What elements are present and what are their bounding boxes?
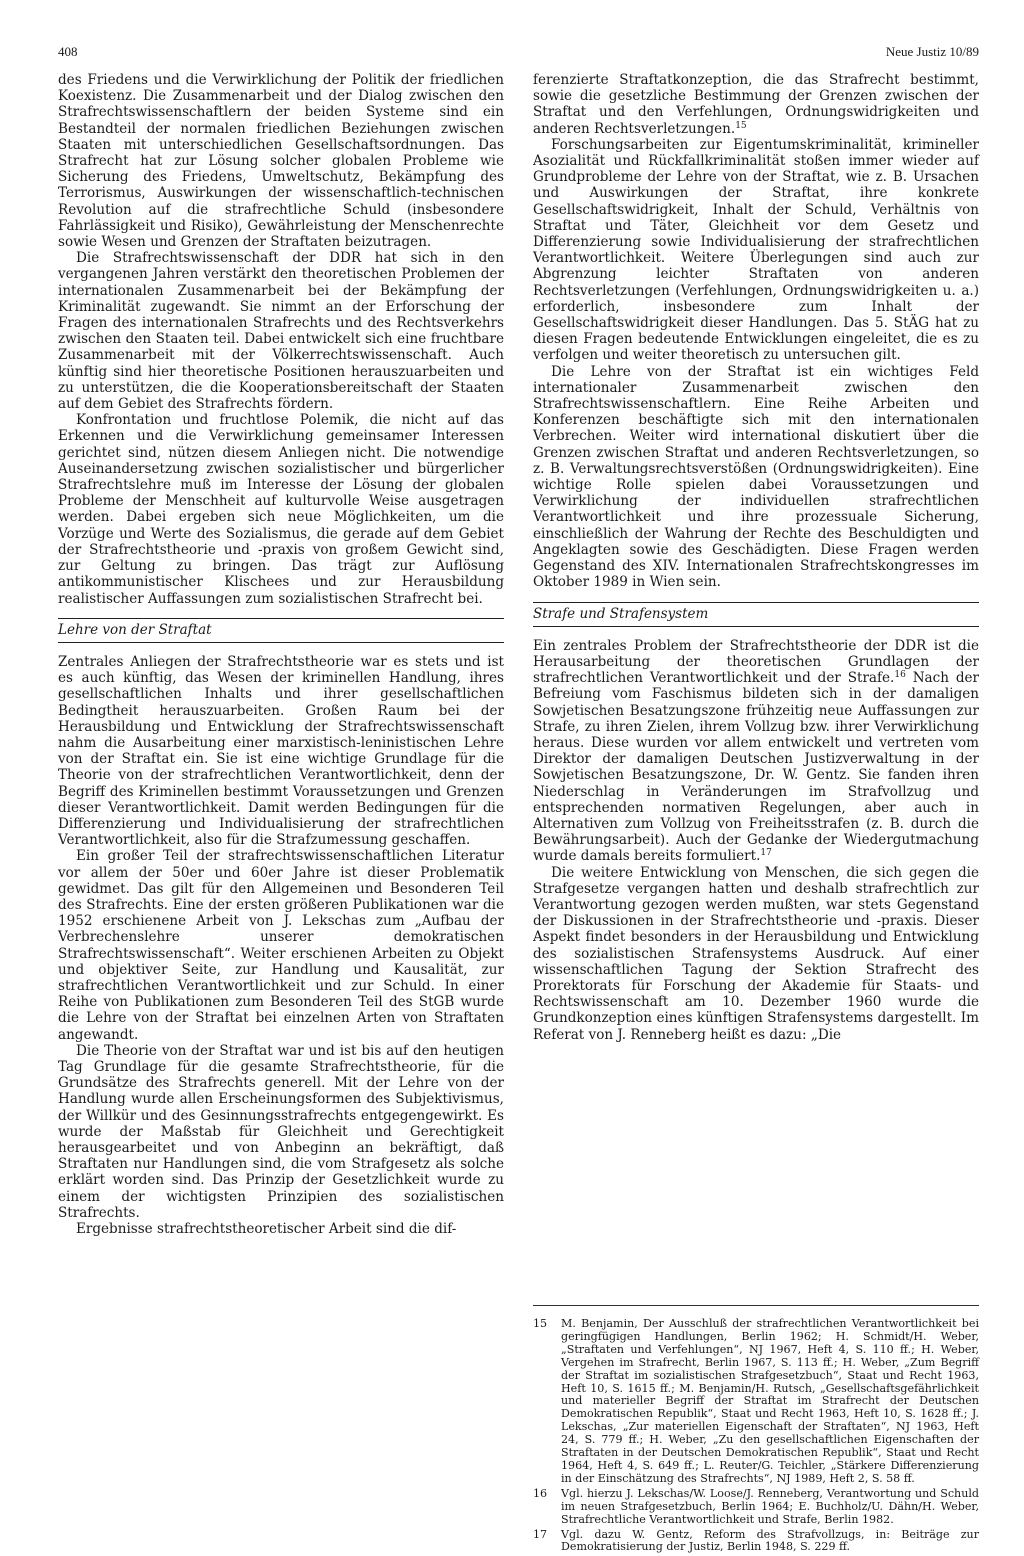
footnote-divider xyxy=(533,1305,979,1306)
journal-title: Neue Justiz 10/89 xyxy=(885,44,979,59)
left-column xyxy=(58,72,504,1237)
footnote-ref: 17 xyxy=(760,848,772,859)
paragraph: Konfrontation und fruchtlose Polemik, die nicht auf das Erkennen und die Verwirklichung gemeinsamer Interessen gerichtet sind, nützen diesem Anliegen nicht. Die notwendige Auseinandersetzung zwischen sozialistischer und bürgerlicher Strafrechtslehre muß im Interesse der Lösung der globalen Probleme der Menschheit auf kulturvolle Weise ausgetragen werden. Dabei ergeben sich neue Möglichkeiten, um die Vorzüge und Werte des Sozialismus, die gerade auf dem Gebiet der Strafrechtstheorie und -praxis von großem Gewicht sind, zur Geltung zu bringen. Das trägt zur Auflösung antikommunistischer Klischees und zur Herausbildung realistischer Auffassungen zum sozialistischen Strafrecht bei. xyxy=(58,412,504,607)
paragraph: Die Lehre von der Straftat ist ein wichtiges Feld internationaler Zusammenarbeit zwischen den Strafrechtswissenschaftlern. Eine Reihe Arbeiten und Konferenzen beschäftigte sich mit den internationalen Verbrechen. Weiter wird international diskutiert über die Grenzen zwischen Straftat und anderen Rechtsverletzungen, so z. B. Verwaltungsrechtsverstößen (Ordnungswidrigkeiten). Eine wichtige Rolle spielen dabei Voraussetzungen und Verwirklichung der individuellen strafrechtlichen Verantwortlichkeit und ihre prozessuale Sicherung, einschließlich der Wahrung der Rechte des Beschuldigten und Angeklagten sowie des Geschädigten. Diese Fragen werden Gegenstand des XIV. Internationalen Strafrechtskongresses im Oktober 1989 in Wien sein. xyxy=(533,363,979,591)
footnote-text: M. Benjamin, Der Ausschluß der strafrechtlichen Verantwortlichkeit bei geringfügigen Handlungen, Berlin 1962; H. Schmidt/H. Weber, „Straftaten und Verfehlungen“, NJ 1967, Heft 4, S. 110 ff.; H. Weber, Vergehen im Strafrecht, Berlin 1967, S. 113 ff.; H. Weber, „Zum Begriff der Straftat im sozialistischen Strafgesetzbuch“, Staat und Recht 1963, Heft 10, S. 1615 ff.; M. Benjamin/H. Rutsch, „Gesellschaftsgefährlichkeit und materieller Begriff der Straftat im Strafrecht der Deutschen Demokratischen Republik“, Staat und Recht 1963, Heft 10, S. 1628 ff.; J. Lekschas, „Zur materiellen Eigenschaft der Straftaten“, NJ 1963, Heft 24, S. 779 ff.; H. Weber, „Zu den gesellschaftlichen Eigenschaften der Straftaten in der Deutschen Demokratischen Republik“, Staat und Recht 1964, Heft 4, S. 649 ff.; L. Reuter/G. Teichler, „Stärkere Differenzierung in der Einschätzung des Strafrechts“, NJ 1989, Heft 2, S. 58 ff. xyxy=(561,1317,979,1485)
footnote-text: Vgl. dazu W. Gentz, Reform des Strafvollzugs, in: Beiträge zur Demokratisierung der Justiz, Berlin 1948, S. 229 ff. xyxy=(561,1527,979,1554)
paragraph: Ergebnisse strafrechtstheoretischer Arbeit sind die dif- xyxy=(76,1221,457,1238)
footnote-number: 17 xyxy=(533,1527,548,1541)
right-column xyxy=(533,72,979,1043)
page-number: 408 xyxy=(58,44,78,59)
footnote xyxy=(533,1488,979,1527)
section-heading: Strafe und Strafensystem xyxy=(533,602,979,627)
paragraph-text: Ein zentrales Problem der Strafrechtstheorie der DDR ist die Herausarbeitung der theoretischen Grundlagen der strafrechtlichen Verantwortlichkeit und der Strafe. xyxy=(533,637,979,687)
footnote-ref: 15 xyxy=(735,120,747,131)
page-header xyxy=(58,44,979,66)
paragraph: Ein großer Teil der strafrechtswissenschaftlichen Literatur vor allem der 50er und 60er Jahre ist dieser Problematik gewidmet. Das gilt für den Allgemeinen und Besonderen Teil des Strafrechts. Eine der ersten größeren Publikationen war die 1952 erschienene Arbeit von J. Lekschas zum „Aufbau der Verbrechenslehre unserer demokratischen Strafrechtswissenschaft“. Weiter erschienen Arbeiten zu Objekt und objektiver Seite, zur Handlung und Kausalität, zur strafrechtlichen Verantwortlichkeit und zur Schuld. In einer Reihe von Publikationen zum Besonderen Teil des StGB wurde die Lehre von der Straftat bei einzelnen Arten von Straftaten angewandt. xyxy=(58,848,504,1043)
footnote xyxy=(533,1529,979,1555)
paragraph: Die Strafrechtswissenschaft der DDR hat sich in den vergangenen Jahren verstärkt den theoretischen Problemen der internationalen Zusammenarbeit bei der Bekämpfung der Kriminalität zugewandt. Sie nimmt an der Erforschung der Fragen des internationalen Strafrechts und des Rechtsverkehrs zwischen den Staaten teil. Dabei entwickelt sich eine fruchtbare Zusammenarbeit mit der Völkerrechtswissenschaft. Auch künftig sind hier theoretische Positionen herauszuarbeiten und zu unterstützen, die die Kooperationsbereitschaft der Staaten auf dem Gebiet des Strafrechts fördern. xyxy=(58,250,504,413)
paragraph xyxy=(533,72,979,137)
paragraph: Die Theorie von der Straftat war und ist bis auf den heutigen Tag Grundlage für die gesamte Strafrechtstheorie, für die Grundsätze des Strafrechts generell. Mit der Lehre von der Handlung wurde allen Erscheinungsformen des Subjektivismus, der Willkür und des Gesinnungsstrafrechts entgegengewirkt. Es wurde der Maßstab für Gleichheit und Gerechtigkeit herausgearbeitet und von Anbeginn an bekräftigt, daß Straftaten nur Handlungen sind, die vom Strafgesetz als solche erklärt worden sind. Das Prinzip der Gesetzlichkeit wurde zu einem der wichtigsten Prinzipien des sozialistischen Strafrechts. xyxy=(58,1042,504,1221)
section-heading: Lehre von der Straftat xyxy=(58,618,504,643)
footnote xyxy=(533,1318,979,1486)
paragraph: Die weitere Entwicklung von Menschen, die sich gegen die Strafgesetze vergangen hatten und deshalb strafrechtlich zur Verantwortung gezogen werden mußten, war stets Gegenstand der Diskussionen in der Strafrechtstheorie und -praxis. Dieser Aspekt findet besonders in der Herausbildung und Entwicklung des sozialistischen Strafensystems Ausdruck. Auf einer wissenschaftlichen Tagung der Sektion Strafrecht des Prorektorats für Forschung der Akademie für Staats- und Rechtswissenschaft am 10. Dezember 1960 wurde die Grundkonzeption eines künftigen Strafensystems dargestellt. Im Referat von J. Renneberg heißt es dazu: „Die xyxy=(533,864,979,1043)
footnote-number: 15 xyxy=(533,1317,548,1330)
paragraph: Forschungsarbeiten zur Eigentumskriminalität, krimineller Asozialität und Rückfallkriminalität stoßen immer wieder auf Grundprobleme der Lehre von der Straftat, wie z. B. Ursachen und Auswirkungen der Straftat, ihre konkrete Gesellschaftswidrigkeit, Inhalt der Schuld, Verhältnis von Straftat und Täter, Gleichheit vor dem Gesetz und Differenzierung sowie Individualisierung der strafrechtlichen Verantwortlichkeit. Weitere Überlegungen sind auch zur Abgrenzung leichter Straftaten von anderen Rechtsverletzungen (Verfehlungen, Ordnungswidrigkeiten u. a.) erforderlich, insbesondere zum Inhalt der Gesellschaftswidrigkeit dieser Handlungen. Das 5. StÄG hat zu diesen Fragen bedeutende Entwicklungen eingeleitet, die es zu verfolgen und weiter theoretisch zu untersuchen gilt. xyxy=(533,136,979,364)
paragraph-text: ferenzierte Straftatkonzeption, die das Strafrecht bestimmt, sowie die gesetzliche Bestimmung der Grenzen zwischen der Straftat und den Verfehlungen, Ordnungswidrigkeiten und anderen Rechtsverletzungen. xyxy=(533,72,979,137)
paragraph xyxy=(533,638,979,865)
footnote-text: Vgl. hierzu J. Lekschas/W. Loose/J. Renneberg, Verantwortung und Schuld im neuen Strafgesetzbuch, Berlin 1964; E. Buchholz/U. Dähn/H. Weber, Strafrechtliche Verantwortlichkeit und Strafe, Berlin 1982. xyxy=(561,1486,979,1526)
footnotes xyxy=(533,1318,979,1556)
paragraph-text: Nach der Befreiung vom Faschismus bildeten sich in der damaligen Sowjetischen Besatzungszone frühzeitig neue Auffassungen zur Strafe, zu ihren Zielen, ihrem Vollzug bzw. ihrer Verwirklichung heraus. Diese wurden vor allem entwickelt und vertreten vom Direktor der damaligen Deutschen Justizverwaltung in der Sowjetischen Besatzungszone, Dr. W. Gentz. Sie fanden ihren Niederschlag in Veränderungen im Strafvollzug und entsprechenden normativen Regelungen, aber auch in Alternativen zum Vollzug von Freiheitsstrafen (z. B. durch die Bewährungsarbeit). Auch der Gedanke der Wiedergutmachung wurde damals bereits formuliert. xyxy=(533,670,979,865)
footnote-number: 16 xyxy=(533,1486,548,1500)
paragraph: des Friedens und die Verwirklichung der Politik der friedlichen Koexistenz. Die Zusammenarbeit und der Dialog zwischen den Strafrechtswissenschaftlern der beiden Systeme sind ein Bestandteil der normalen friedlichen Beziehungen zwischen Staaten mit unterschiedlichen Gesellschaftsordnungen. Das Strafrecht hat zur Lösung solcher globalen Probleme wie Sicherung des Friedens, Umweltschutz, Bekämpfung des Terrorismus, Auswirkungen der wissenschaftlich-technischen Revolution auf die strafrechtliche Schuld (insbesondere Fahrlässigkeit und Risiko), Gewährleistung der Menschenrechte sowie Wesen und Grenzen der Straftaten beizutragen. xyxy=(58,72,504,251)
footnote-ref: 16 xyxy=(894,670,906,681)
paragraph: Zentrales Anliegen der Strafrechtstheorie war es stets und ist es auch künftig, das Wesen der kriminellen Handlung, ihres gesellschaftlichen Inhalts und ihrer gesellschaftlichen Bedingtheit herauszuarbeiten. Großen Raum bei der Herausbildung und Entwicklung der Strafrechtswissenschaft nahm die Ausarbeitung einer marxistisch-leninistischen Lehre von der Straftat ein. Sie ist eine wichtige Grundlage für die Theorie von der strafrechtlichen Verantwortlichkeit, denn der Begriff des Kriminellen bestimmt Voraussetzungen und Grenzen dieser Verantwortlichkeit. Damit werden Bedingungen für die Differenzierung und Individualisierung der strafrechtlichen Verantwortlichkeit, also für die Strafzumessung geschaffen. xyxy=(58,653,504,849)
